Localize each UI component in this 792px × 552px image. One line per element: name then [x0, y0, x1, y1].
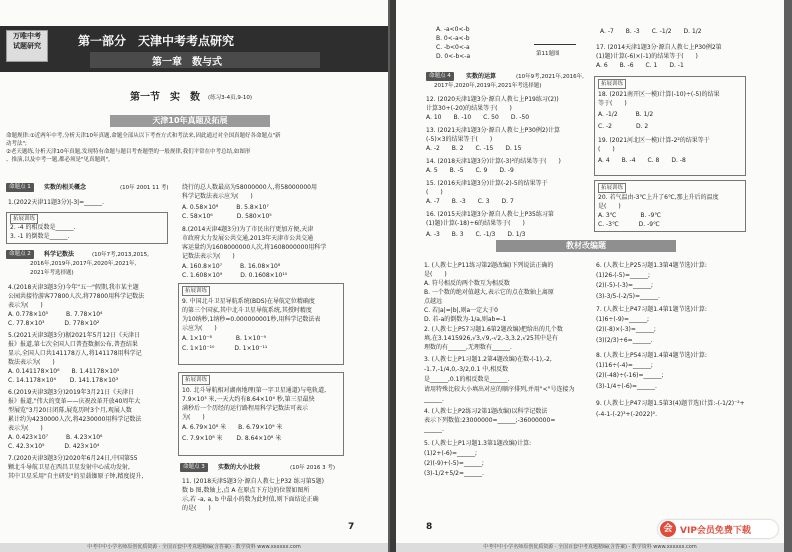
q-line: A. 3℃ B. -9℃	[598, 212, 662, 219]
q-line: 表示为( )	[8, 425, 43, 432]
q-line: (1)6÷(-9)=______;	[596, 316, 650, 323]
q-line: 11. (2018天津5题3分·源自人教七上P32 练习第5题)	[182, 478, 324, 485]
topic-1-meta: (10年 2001 11 考)	[120, 185, 169, 191]
q-line: 其中卫星采用"自主研发"的星载铷原子钟,精度提升,	[8, 473, 144, 480]
q-line: 是( )	[424, 271, 447, 278]
chapter-title: 第一章 数与式	[152, 57, 222, 68]
q-line: 为10纳秒,1纳秒=0.000000001秒,用科学记数法表	[182, 316, 321, 323]
q-line: C. 若|a|=|b|,则a一定大于0	[424, 307, 499, 314]
topic-tag-1: 命题点 1	[6, 183, 34, 192]
textbook-adaptation-banner: 教材改编题	[496, 240, 676, 252]
q-line: 报》报道,"伟大的变革——庆祝改革开放40周年大	[8, 398, 141, 405]
q-line: 的是( )	[182, 505, 211, 512]
q-line: 18. (2021南开区一模)计算(-10)÷(-5)的结果	[598, 91, 720, 98]
q-line: 示应为( )	[182, 325, 217, 332]
q-line: 示,若 -a, a, b 中最小的数为此时值,则下面结论正确	[182, 496, 319, 503]
q-line: 记数法表示为( )	[182, 253, 235, 260]
q-line: (3)-1/4÷(-6)=______.	[596, 383, 657, 390]
q-line: A. 1×10⁻⁸ B. 1×10⁻⁹	[182, 335, 266, 342]
q-line: 科学记数法表示应为( )	[182, 193, 253, 200]
q-line: C. 1×10⁻¹⁰ D. 1×10⁻¹¹	[182, 345, 268, 352]
q-line: 理数的有______,无理数有______.	[424, 344, 512, 351]
q-line: B. 一个数的绝对值越大,表示它的点在数轴上离原	[424, 289, 554, 296]
q-line: 表示下列数值:23000000=______;-36000000=	[424, 417, 556, 424]
q-line: (2)(-9)+(-5)=______;	[424, 460, 484, 467]
q-line: 2. (人教七上P57习题1.6第2题改编)把给出的几个数	[424, 326, 563, 333]
number-line-caption: 第11题图	[536, 51, 560, 57]
q-line: 14. (2018天津1题3分)计算(-3)²的结果等于( )	[426, 158, 561, 165]
page-number: 7	[348, 522, 355, 532]
q-line: 为( )	[182, 414, 205, 421]
topic-4-meta: (10年9考,2021年,2016年,	[516, 74, 584, 80]
extension-question: 2. -4 的相反数是______.	[10, 224, 76, 231]
q-line: A. -3 B. 3 C. -1/3 D. 1/3	[426, 231, 526, 238]
q-line: 6. (人教七上P25习题1.3第4题节选)计算:	[596, 262, 707, 269]
q-line: 19. (2021河北区一模)计算-2²的结果等于	[598, 137, 710, 144]
q-line: -1.7,-1/4,0,-3/2,0.1 中,相反数	[424, 366, 509, 373]
q-line: (3)(2/3)÷6=______.	[596, 337, 653, 344]
section-pages: (练习3-4页,9-10)	[208, 95, 253, 101]
topic-tag-4: 命题点 4	[426, 72, 454, 81]
q-line: 9. 中国北斗卫星导航系统(BDS)在导航定位精确度	[182, 298, 315, 305]
q-line: (1)16÷(-4)=______;	[596, 362, 653, 369]
q-line: 数法表示为( )	[8, 359, 55, 366]
q-line: A. -a<0<-b	[436, 26, 470, 33]
q-line: 10. 北斗导航相对湖南地理(第一字卫星通道)与电轨道,	[182, 387, 327, 394]
intro-line: ②老天题练,分析天津10年真题,发现特有命题与题目考查题型的一般规律,我们平常在中考总结,如图形	[6, 149, 251, 155]
question-1: 1.(2022天津11题3分)|-3|=______.	[8, 199, 105, 206]
q-line: (1)2+(-6)=______;	[424, 450, 478, 457]
q-line: ( )	[598, 146, 615, 153]
q-line: 3. (人教七上P1习题1.2第4题改编)在数-(-1),-2,	[424, 356, 552, 363]
q-line: A. 6.79×10⁸ 米 B. 6.79×10⁹ 米	[182, 424, 283, 431]
intro-line: 命题规律:①近两年中考,分析天津10年真题,命题全部从以下考查方式和考法来,因此通过对全国真题好各命题点"新	[6, 133, 281, 139]
q-line: 的第三个国家,其中北斗卫星导航系统,其授时精度	[182, 307, 312, 314]
q-line: B. 0<-a<-b	[436, 35, 470, 42]
q-line: 8. (人教七上P54习题1.4第4题节选)计算:	[596, 352, 707, 359]
q-line: (2)(-8)×(-3)=______;	[596, 326, 656, 333]
topic-2-meta: (10年7考,2013,2015,	[92, 252, 149, 258]
intro-line: 、推演,以及中考一题,都必须是"见真题到"。	[6, 157, 114, 163]
q-line: 是______,0.1的相反数是______.	[424, 376, 510, 383]
topic-3-title: 实数的大小比较	[218, 464, 261, 471]
right-page	[396, 0, 784, 552]
q-line: (-4-1-(-2)³+(-2022)⁰.	[596, 411, 657, 418]
q-line: 满秒后一个历经的运行路程用科学记数法可表示	[182, 405, 309, 412]
q-line: 12. (2020天津1题3分·源自人教七上P19练习(2))	[426, 96, 559, 103]
page-footer: 中考中中小学名师原创优质资源 · 全国百套中考真题精编(含答案) · 数学资料 www.xxxxxx.com	[396, 543, 784, 552]
topic-3-meta: (10年 2016 3 考)	[290, 465, 336, 471]
q-line: A. 符号相反的两个数互为相反数	[424, 280, 510, 287]
q-line: C. -b<0<-a	[436, 44, 470, 51]
logo-line-2: 试题研究	[13, 42, 41, 50]
q-line: D. 若-a的倒数为-1/a,则ab=-1	[424, 316, 507, 323]
extension-title: 拓展训练	[598, 183, 626, 193]
q-line: 计算30+(-20)的结果等于( )	[426, 105, 512, 112]
q-line: (1)26-(-5)=______;	[596, 272, 651, 279]
q-line: 5. (人教七上P1习题1.3第1题改编)计算:	[424, 440, 532, 447]
q-line: C. 7.9×10⁸ 米 D. 8.64×10⁸ 米	[182, 435, 282, 442]
extension-title: 拓展训练	[182, 375, 210, 385]
q-line: (-5)×3的结果等于( )	[426, 136, 493, 143]
left-page	[0, 0, 388, 552]
vip-download-label: VIP会员免费下载	[680, 525, 751, 536]
q-line: 7.9×10³ 米,一天大约有8.64×10⁴ 秒,第三星最快	[182, 396, 315, 403]
q-line: (1)题)计算(-18)÷6的结果等于( )	[426, 220, 525, 227]
topic-tag-3: 命题点 3	[180, 463, 208, 472]
q-line: A. 4 B. -4 C. 8 D. -8	[598, 157, 686, 164]
q-line: A. 6 B. -6 C. 1 D. -1	[596, 62, 684, 69]
q-line: 表示为( )	[8, 302, 43, 309]
q-line: 数 b 图,数轴上,点 A 在原点下方边的位置如图所	[182, 487, 310, 494]
q-line: 13. (2021天津1题3分·源自人教七上P30例2)计算	[426, 127, 561, 134]
q-line: (3)-1/2+5/2=______.	[424, 470, 484, 477]
q-line: A. -7 B. -3 C. 3 D. 7	[426, 198, 514, 205]
q-line: 20. 若气温由-3℃上升了6℃,那上升后的温度	[598, 194, 719, 201]
q-line: C. 42.3×10⁵ D. 423×10⁴	[8, 443, 100, 450]
vip-badge-icon: 会	[660, 521, 676, 537]
q-line: C. -2 D. 2	[598, 123, 649, 130]
topic-2-title: 科学记数法	[44, 251, 75, 258]
q-line: A. 0.141178×10⁶ B. 1.41178×10⁵	[8, 368, 120, 375]
q-line: 是( )	[598, 203, 621, 210]
q-line: 市政府大力发展公共交通,2013年天津市公共交通	[182, 235, 314, 242]
q-line: 1. (人教七上P11练习第2题改编)下列说法正确的	[424, 262, 554, 269]
q-line: 16. (2015天津1题3分·源自人教七上P35练习第	[426, 211, 554, 218]
q-line: A. -2 B. 2 C. -15 D. 15	[426, 145, 522, 152]
number-line	[534, 44, 576, 45]
real-exam-banner: 天津10年真题及拓展	[110, 115, 270, 127]
q-line: 7. (人教七上P47习题1.4第1题节选)计算:	[596, 306, 707, 313]
q-line: 9. (人教七上P47习题1.5第3(4)题节选)计算:-(-1/2)⁻²+	[596, 400, 745, 407]
q-line: 4.(2018天津3题3分)今年"五一"假期,我市某主题	[8, 284, 139, 291]
q-line: C. -3℃ D. -9℃	[598, 221, 660, 228]
q-line: A. 5 B. -5 C. 9 D. -9	[426, 167, 514, 174]
q-line: A. 0.423×10⁷ B. 4.23×10⁶	[8, 434, 103, 441]
q-line: (1)题)计算(-6)×(-1)的结果等于( )	[596, 53, 698, 60]
q-line: 7.(2020天津3题3分)2020年6月24日,中国第55	[8, 455, 138, 462]
extension-title: 拓展训练	[598, 79, 626, 89]
q-line: D. 0<-b<-a	[436, 53, 471, 60]
q-line: 15. (2016天津1题3分)计算(-2)-5的结果等于	[426, 180, 548, 187]
q-line: ______.	[424, 396, 444, 403]
vip-download-watermark[interactable]	[658, 520, 778, 538]
q-line: 显示,全国人口共141178万人,将141178用科学记	[8, 350, 142, 357]
q-line: 客运量约为1608000000人次,将1608000000用科学	[182, 244, 327, 251]
q-line: 8.(2014天津4题3分)为了市民出行更加方便,天津	[182, 226, 314, 233]
topic-2-meta: 2016年,2019年,2017年,2020年,2021年,	[30, 261, 137, 267]
part-title: 第一部分 天津中考考点研究	[78, 34, 235, 48]
q-line: (2)(-5)-(-3)=______;	[596, 282, 654, 289]
q-line: 6.(2019天津3题3分)2019年3月21日《天津日	[8, 389, 135, 396]
topic-1-title: 实数的相关概念	[44, 184, 87, 191]
q-line: 5.(2021天津3题3分)据2021年5月12日《天津日	[8, 332, 141, 339]
publisher-logo	[6, 30, 48, 62]
q-line: 点越远	[424, 298, 443, 305]
intro-line: 动考法";	[6, 141, 27, 147]
q-line: (2)(-48)÷(-16)=______;	[596, 372, 664, 379]
q-line: 17. (2014天津1题3分·源自人教七上P30例2第	[596, 44, 722, 51]
extension-title: 拓展训练	[10, 214, 38, 224]
q-line: ______.	[424, 426, 444, 433]
q-line: C. 1.608×10⁹ D. 0.1608×10¹⁰	[182, 272, 288, 279]
q-line: 型展览"3月20日闭幕,展览历时3个月,观展人数	[8, 407, 132, 414]
q-line: C. 14.1178×10⁴ D. 141.178×10³	[8, 377, 119, 384]
q-line: 报》报道,第七次全国人口普查数据公布,普查结果	[8, 341, 138, 348]
q-line: A. -1/2 B. 1/2	[598, 111, 654, 118]
q-line: 公园共接待游客77800人次,将77800用科学记数法	[8, 293, 145, 300]
q-line: A. 10 B. -10 C. 50 D. -50	[426, 114, 530, 121]
page-footer: 中考中中小学名师原创优质资源 · 全国百套中考真题精编(含答案) · 数学资料 www.xxxxxx.com	[0, 543, 388, 552]
q-line: 填,在3.1415926,√3,√9,-√2,-3,3.2,√25其中是有	[424, 335, 558, 342]
q-line: 4. (人教七上P2练习2第1题改编)以科学记数法	[424, 408, 548, 415]
topic-2-meta: 2021年考选择题)	[30, 270, 74, 276]
q-line: 等于( )	[598, 100, 627, 107]
q-line: ( )	[426, 189, 443, 196]
q-line: 累计约为4230000人次,将4230000用科学记数法	[8, 416, 142, 423]
q-line: 颗北斗导航卫星在西昌卫星发射中心成功发射,	[8, 464, 130, 471]
q-line: A. 0.778×10⁵ B. 7.78×10⁴	[8, 311, 103, 318]
topic-4-title: 实数的运算	[466, 73, 497, 80]
q-line: C. 77.8×10³ D. 778×10²	[8, 320, 100, 327]
q-line: 请用特殊比较大小填出对应的顺序排列,并用"<"号连接为	[424, 386, 575, 393]
q-line: A. 0.58×10⁸ B. 5.8×10⁷	[182, 204, 269, 211]
section-title: 第一节 实 数	[130, 92, 200, 103]
page-number: 8	[426, 522, 433, 532]
topic-tag-2: 命题点 2	[6, 250, 34, 259]
q-line: (3)-3/5-(-2/5)=______.	[596, 293, 660, 300]
q-line: A. -7 B. -3 C. -1/2 D. 1/2	[600, 28, 702, 35]
q-line: C. 58×10⁶ D. 580×10⁵	[182, 213, 272, 220]
q-line: 绕行的总人数最高为58000000人,将58000000用	[182, 184, 317, 191]
extension-title: 拓展训练	[182, 286, 210, 296]
logo-line-1: 万唯中考	[13, 32, 41, 40]
topic-4-meta: 2017年,2020年,2019年,2021年考选择题)	[434, 83, 542, 89]
extension-question: 3. -1 的倒数是______.	[10, 233, 70, 240]
q-line: A. 160.8×10⁷ B. 16.08×10⁸	[182, 263, 281, 270]
